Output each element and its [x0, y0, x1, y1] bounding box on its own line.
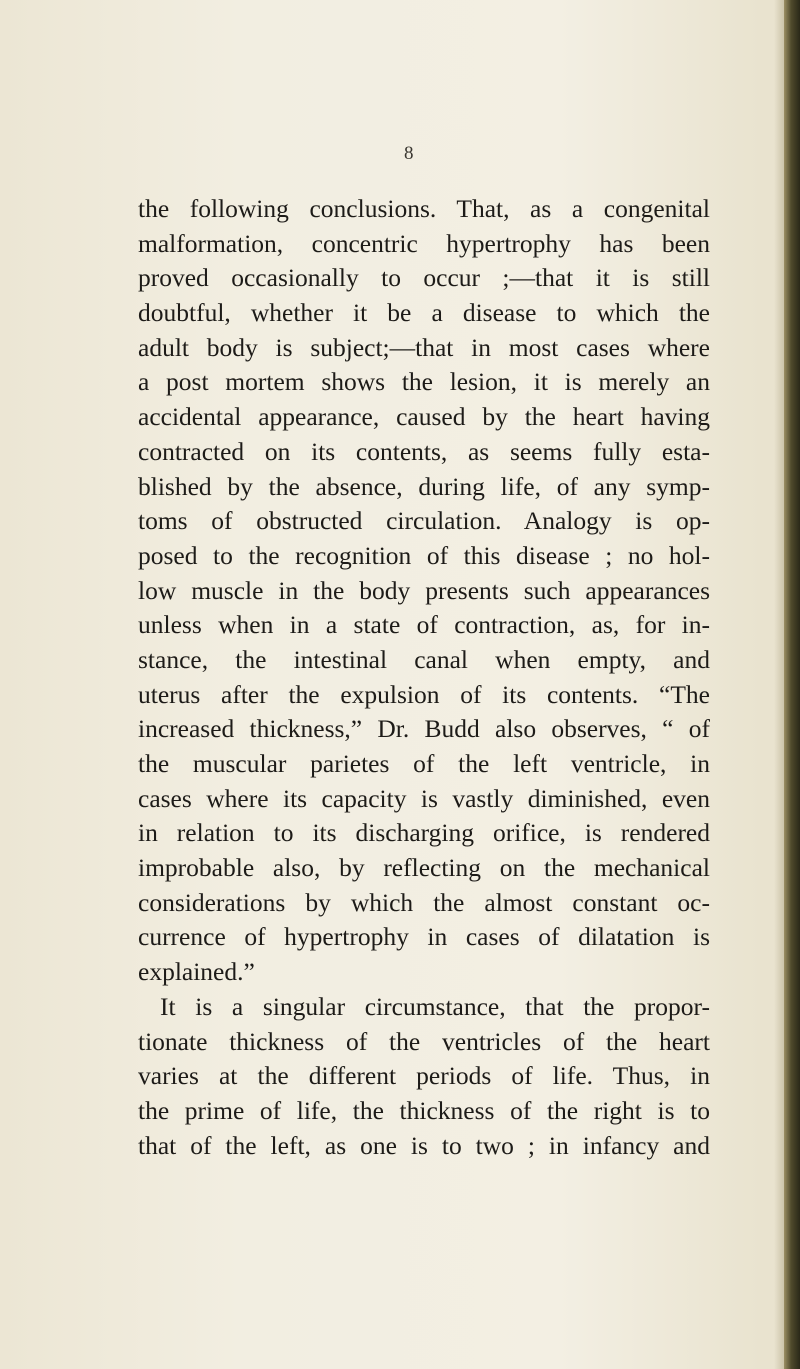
text-line: cases where its capacity is vastly diminished, even: [138, 783, 710, 813]
text-line: considerations by which the almost constant oc-: [138, 887, 710, 917]
text-line: currence of hypertrophy in cases of dilatation is: [138, 922, 710, 952]
text-line: doubtful, whether it be a disease to which the: [138, 298, 710, 328]
text-line: that of the left, as one is to two ; in infancy and: [138, 1130, 710, 1160]
text-line: the prime of life, the thickness of the right is to: [138, 1095, 710, 1125]
text-line: unless when in a state of contraction, as, for in-: [138, 610, 710, 640]
text-line: improbable also, by reflecting on the mechanical: [138, 853, 710, 883]
text-line: explained.”: [138, 957, 255, 987]
text-line: varies at the different periods of life. Thus, in: [138, 1061, 710, 1091]
body-text: [138, 192, 710, 1163]
text-line: in relation to its discharging orifice, is rendered: [138, 818, 710, 848]
text-line: increased thickness,” Dr. Budd also observes, “ of: [138, 714, 710, 744]
text-line: blished by the absence, during life, of any symp-: [138, 471, 710, 501]
text-line: low muscle in the body presents such appearances: [138, 575, 710, 605]
text-line: a post mortem shows the lesion, it is merely an: [138, 367, 710, 397]
text-line: uterus after the expulsion of its contents. “The: [138, 679, 710, 709]
text-line: the following conclusions. That, as a congenital: [138, 194, 710, 223]
binding-shadow: [774, 0, 784, 1369]
text-line: stance, the intestinal canal when empty, and: [138, 644, 710, 674]
text-line: malformation, concentric hypertrophy has been: [138, 228, 710, 258]
binding-edge: [784, 0, 800, 1369]
text-line: the muscular parietes of the left ventricle, in: [138, 749, 710, 778]
text-line: contracted on its contents, as seems fully esta-: [138, 436, 710, 466]
text-line: tionate thickness of the ventricles of the heart: [138, 1026, 710, 1056]
page-number: 8: [404, 143, 414, 164]
text-line: It is a singular circumstance, that the propor-: [160, 991, 710, 1021]
text-line: accidental appearance, caused by the heart having: [138, 402, 710, 432]
text-line: proved occasionally to occur ;—that it is still: [138, 263, 710, 293]
text-line: posed to the recognition of this disease ; no hol-: [138, 540, 710, 570]
text-line: toms of obstructed circulation. Analogy is op-: [138, 506, 710, 536]
text-line: adult body is subject;—that in most cases where: [138, 332, 710, 362]
